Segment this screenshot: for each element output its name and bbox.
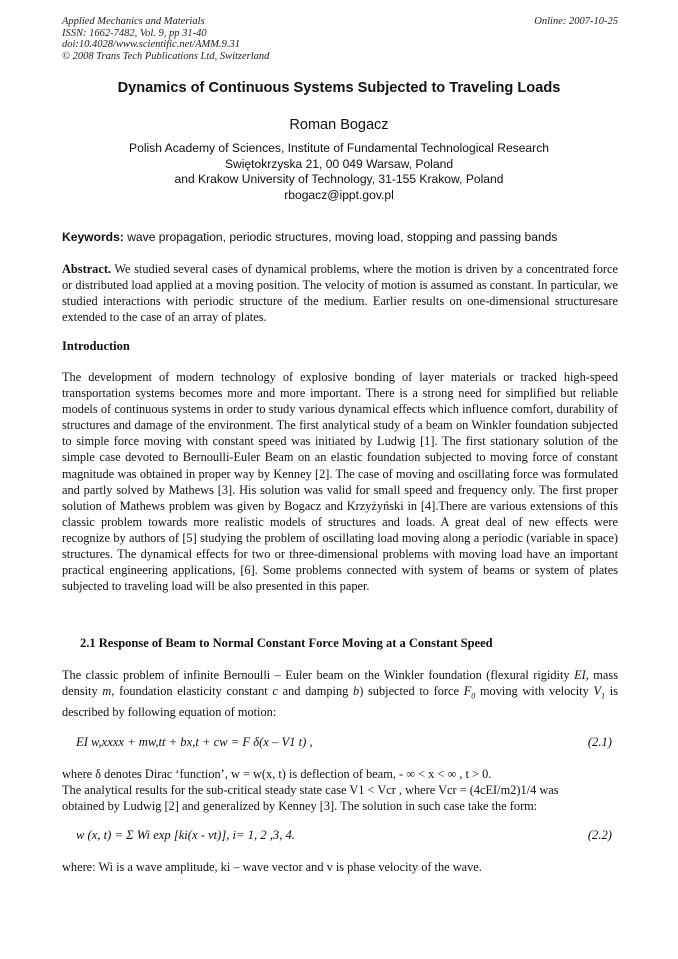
text-run: mass density <box>62 668 618 698</box>
text-run: is described by following equation of motion: <box>62 684 619 720</box>
introduction-text: The development of modern technology of explosive bonding of layer materials or tracked high-speed transportation systems becomes more and more important. There is a strong need for simplified but reliable models of continuous systems in order to study various dynamical effects which influence comfort, durability of structures and damage of the environment. The first analytical study of a beam on Winkler foundation subjected to simple force moving with constant speed was initiated by Ludwig [1]. The first stationary solution of the simple case devoted to Bernoulli-Euler Beam on an elastic foundation subjected to moving force of constant magnitude was obtained in proper way by Kenney [2]. The case of moving and oscillating force was formulated and partly solved by Mathews [3]. His solution was valid for small speed and frequency only. The first proper solution of Mathews problem was given by Bogacz and Krzyżyński in [4].There are various extensions of this classic problem towards more realistic models of structures and loads. A great deal of new effects were recognize by authors of [5] studying the problem of oscillating load moving along a periodic (variable in space) structures. The dynamical effects for two or three-dimensional problems with moving load have an important practical engineering applications, [6]. Some problems connected with system of beams or system of plates subjected to traveling load will be also presented in this paper. <box>62 370 618 594</box>
abstract-text: We studied several cases of dynamical problems, where the motion is driven by a concentrated force or distributed load applied at a moving position. The velocity of motion is assumed as constant. In particular, we studied interactions with periodic structure of the medium. Earlier results on one-dimensional structuresare extended to the case of an array of plates. <box>62 262 618 324</box>
affiliation-line: and Krakow University of Technology, 31-155 Krakow, Poland <box>174 172 504 186</box>
equation-2-1-body: EI w,xxxx + mw,tt + bx,t + cw = F δ(x – V1 t) , <box>76 735 313 749</box>
copyright-line: © 2008 Trans Tech Publications Ltd, Switzerland <box>62 50 270 62</box>
text-run: , foundation elasticity constant <box>111 684 273 698</box>
affiliation-block <box>40 141 638 203</box>
text-run: and damping <box>277 684 354 698</box>
abstract-label: Abstract. <box>62 262 112 276</box>
symbol-f0: $F_0$ <box>463 684 476 701</box>
symbol-c: c <box>272 684 278 698</box>
symbol-b: b <box>353 684 360 698</box>
issn-line: ISSN: 1662-7482, Vol. 9, pp 31-40 <box>62 27 207 39</box>
paper-title: Dynamics of Continuous Systems Subjected to Traveling Loads <box>117 80 561 96</box>
equation-2-2-number: (2.2) <box>587 828 612 842</box>
equation-2-1 <box>62 735 618 753</box>
affiliation-line: Swiętokrzyska 21, 00 049 Warsaw, Poland <box>224 156 454 171</box>
doi-line: doi:10.4028/www.scientific.net/AMM.9.31 <box>62 39 240 50</box>
author-name: Roman Bogacz <box>289 117 389 133</box>
where-line-1: where δ denotes Dirac ‘function’, w = w(x, t) is deflection of beam, - ∞ < x < ∞ , t > 0. <box>62 767 492 781</box>
symbol-m: m <box>102 684 112 698</box>
journal-header <box>62 16 618 62</box>
obtained-line: obtained by Ludwig [2] and generalized by Kenney [3]. The solution in such case take the form: <box>62 799 538 813</box>
equation-2-2 <box>62 828 618 846</box>
section-2-1-heading: 2.1 Response of Beam to Normal Constant Force Moving at a Constant Speed <box>80 636 493 650</box>
author-email: rbogacz@ippt.gov.pl <box>284 187 394 202</box>
keywords-label: Keywords: <box>62 230 124 244</box>
keywords-text: wave propagation, periodic structures, moving load, stopping and passing bands <box>123 230 558 244</box>
equation-2-2-body: w (x, t) = Σ Wi exp [ki(x - vt)], i= 1, 2 ,3, 4. <box>76 828 295 842</box>
where-line-2: where: Wi is a wave amplitude, ki – wave vector and v is phase velocity of the wave. <box>62 860 482 874</box>
text-run: ) subjected to force <box>359 684 464 698</box>
keywords <box>62 230 618 244</box>
journal-name: Applied Mechanics and Materials <box>62 16 205 27</box>
text-run: The classic problem of infinite Bernoulli – Euler beam on the Winkler foundation (flexural rigidity <box>62 668 575 682</box>
symbol-ei: EI, <box>574 668 589 682</box>
section-2-1-paragraph <box>62 667 618 720</box>
symbol-v1: $V_1$ <box>593 684 606 701</box>
affiliation-line: Polish Academy of Sciences, Institute of Fundamental Technological Research <box>129 141 549 155</box>
analytical-line: The analytical results for the sub-critical steady state case V1 < Vcr , where Vcr = (4cEI/m2)1/4 was <box>62 783 559 797</box>
equation-2-1-number: (2.1) <box>587 735 612 749</box>
abstract <box>62 261 618 325</box>
online-date: Online: 2007-10-25 <box>534 16 618 27</box>
introduction-heading: Introduction <box>62 339 130 353</box>
text-run: moving with velocity <box>475 684 594 698</box>
